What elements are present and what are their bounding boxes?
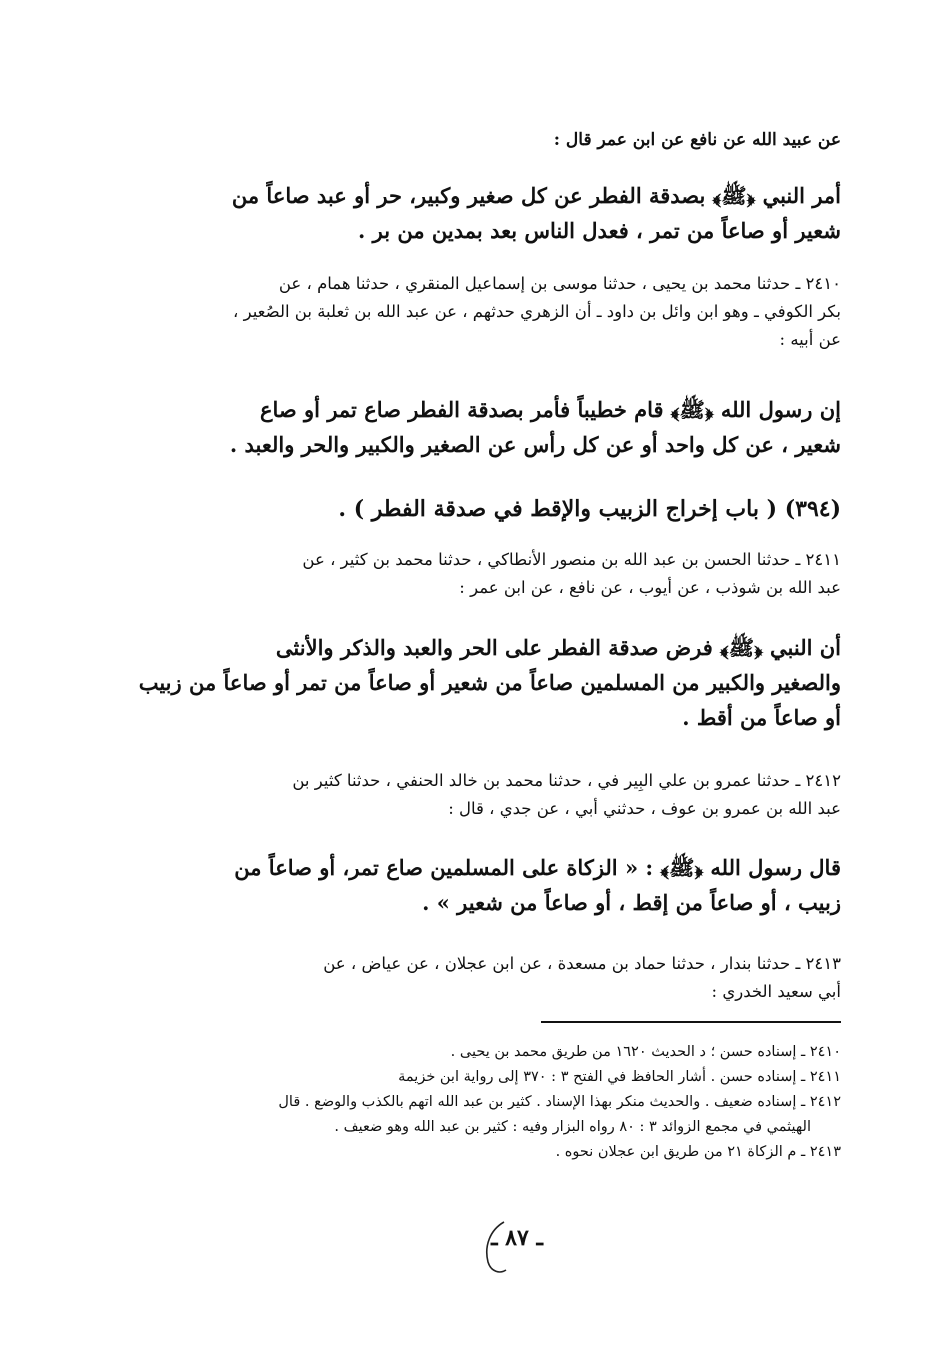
isnad-line: ٢٤١١ ـ حدثنا الحسن بن عبد الله بن منصور الأنطاكي ، حدثنا محمد بن كثير ، عن — [302, 550, 841, 569]
matn-line: إن رسول الله ﴿ﷺ﴾ قام خطيباً فأمر بصدقة الفطر صاع تمر أو صاع — [259, 397, 841, 422]
isnad-line: ٢٤١٣ ـ حدثنا بندار ، حدثنا حماد بن مسعدة ، عن ابن عجلان ، عن عياض ، عن — [323, 954, 841, 973]
isnad-line: ٢٤١٠ ـ حدثنا محمد بن يحيى ، حدثنا موسى بن إسماعيل المنقري ، حدثنا همام ، عن — [278, 274, 841, 293]
footnotes — [151, 1040, 841, 1165]
footnote-divider — [541, 1021, 841, 1023]
matn-line: أو صاعاً من أقط . — [682, 705, 841, 730]
matn-line: والصغير والكبير من المسلمين صاعاً من شعير أو صاعاً من تمر أو صاعاً من زبيب — [138, 670, 841, 695]
matn-line: قال رسول الله ﴿ﷺ﴾ : « الزكاة على المسلمين صاع تمر، أو صاعاً من — [234, 855, 841, 880]
hadith-2410-isnad — [161, 270, 841, 354]
footnote-2413: ٢٤١٣ ـ م الزكاة ٢١ من طريق ابن عجلان نحوه . — [555, 1144, 841, 1160]
isnad-line: بكر الكوفي ـ وهو ابن وائل بن داود ـ أن الزهري حدثهم ، عن عبد الله بن ثعلبة بن الصُعير ، — [233, 302, 841, 321]
matn-line: أن النبي ﴿ﷺ﴾ فرض صدقة الفطر على الحر والعبد والذكر والأنثى — [275, 635, 841, 660]
isnad-line: عبد الله بن شوذب ، عن أيوب ، عن نافع ، عن ابن عمر : — [459, 578, 841, 597]
chapter-heading: (٣٩٤) ( باب إخراج الزبيب والإقط في صدقة الفطر ) . — [338, 496, 841, 522]
isnad-line: عن أبيه : — [779, 330, 841, 349]
footnote-2410: ٢٤١٠ ـ إسناده حسن ؛ د الحديث ١٦٢٠ من طريق محمد بن يحيى . — [450, 1044, 841, 1060]
page-number: ـ ٨٧ ـ — [491, 1225, 543, 1251]
hadith-2411-matn — [138, 630, 841, 735]
hadith-2412-matn — [161, 850, 841, 920]
hadith-2409-matn — [161, 178, 841, 248]
hadith-2412-isnad — [161, 767, 841, 823]
matn-line: شعير أو صاعاً من تمر ، فعدل الناس بعد بمدين من بر . — [358, 218, 841, 243]
hadith-2411-isnad — [161, 546, 841, 602]
footnote-2412: ٢٤١٢ ـ إسناده ضعيف . والحديث منكر بهذا الإسناد . كثير بن عبد الله اتهم بالكذب والوضع . قال — [278, 1094, 841, 1110]
hadith-2413-isnad — [161, 950, 841, 1006]
matn-line: شعير ، عن كل واحد أو عن كل رأس عن الصغير والكبير والحر والعبد . — [229, 432, 841, 457]
isnad-line: عبد الله بن عمرو بن عوف ، حدثني أبي ، عن جدي ، قال : — [448, 799, 841, 818]
footnote-2411: ٢٤١١ ـ إسناده حسن . أشار الحافظ في الفتح ٣ : ٣٧٠ إلى رواية ابن خزيمة — [398, 1069, 841, 1085]
footnote-2412-continued: الهيثمي في مجمع الزوائد ٣ : ٨٠ رواه البزار وفيه : كثير بن عبد الله وهو ضعيف . — [334, 1119, 811, 1135]
hadith-2410-matn — [161, 392, 841, 462]
matn-line: أمر النبي ﴿ﷺ﴾ بصدقة الفطر عن كل صغير وكبير، حر أو عبد صاعاً من — [231, 183, 841, 208]
isnad-line: ٢٤١٢ ـ حدثنا عمرو بن علي البِير في ، حدثنا محمد بن خالد الحنفي ، حدثنا كثير بن — [292, 771, 841, 790]
intro-text: عن عبيد الله عن نافع عن ابن عمر قال : — [553, 130, 841, 150]
intro-line — [161, 126, 841, 154]
isnad-line: أبي سعيد الخدري : — [711, 982, 841, 1001]
matn-line: زبيب ، أو صاعاً من إقط ، أو صاعاً من شعير » . — [422, 890, 841, 915]
